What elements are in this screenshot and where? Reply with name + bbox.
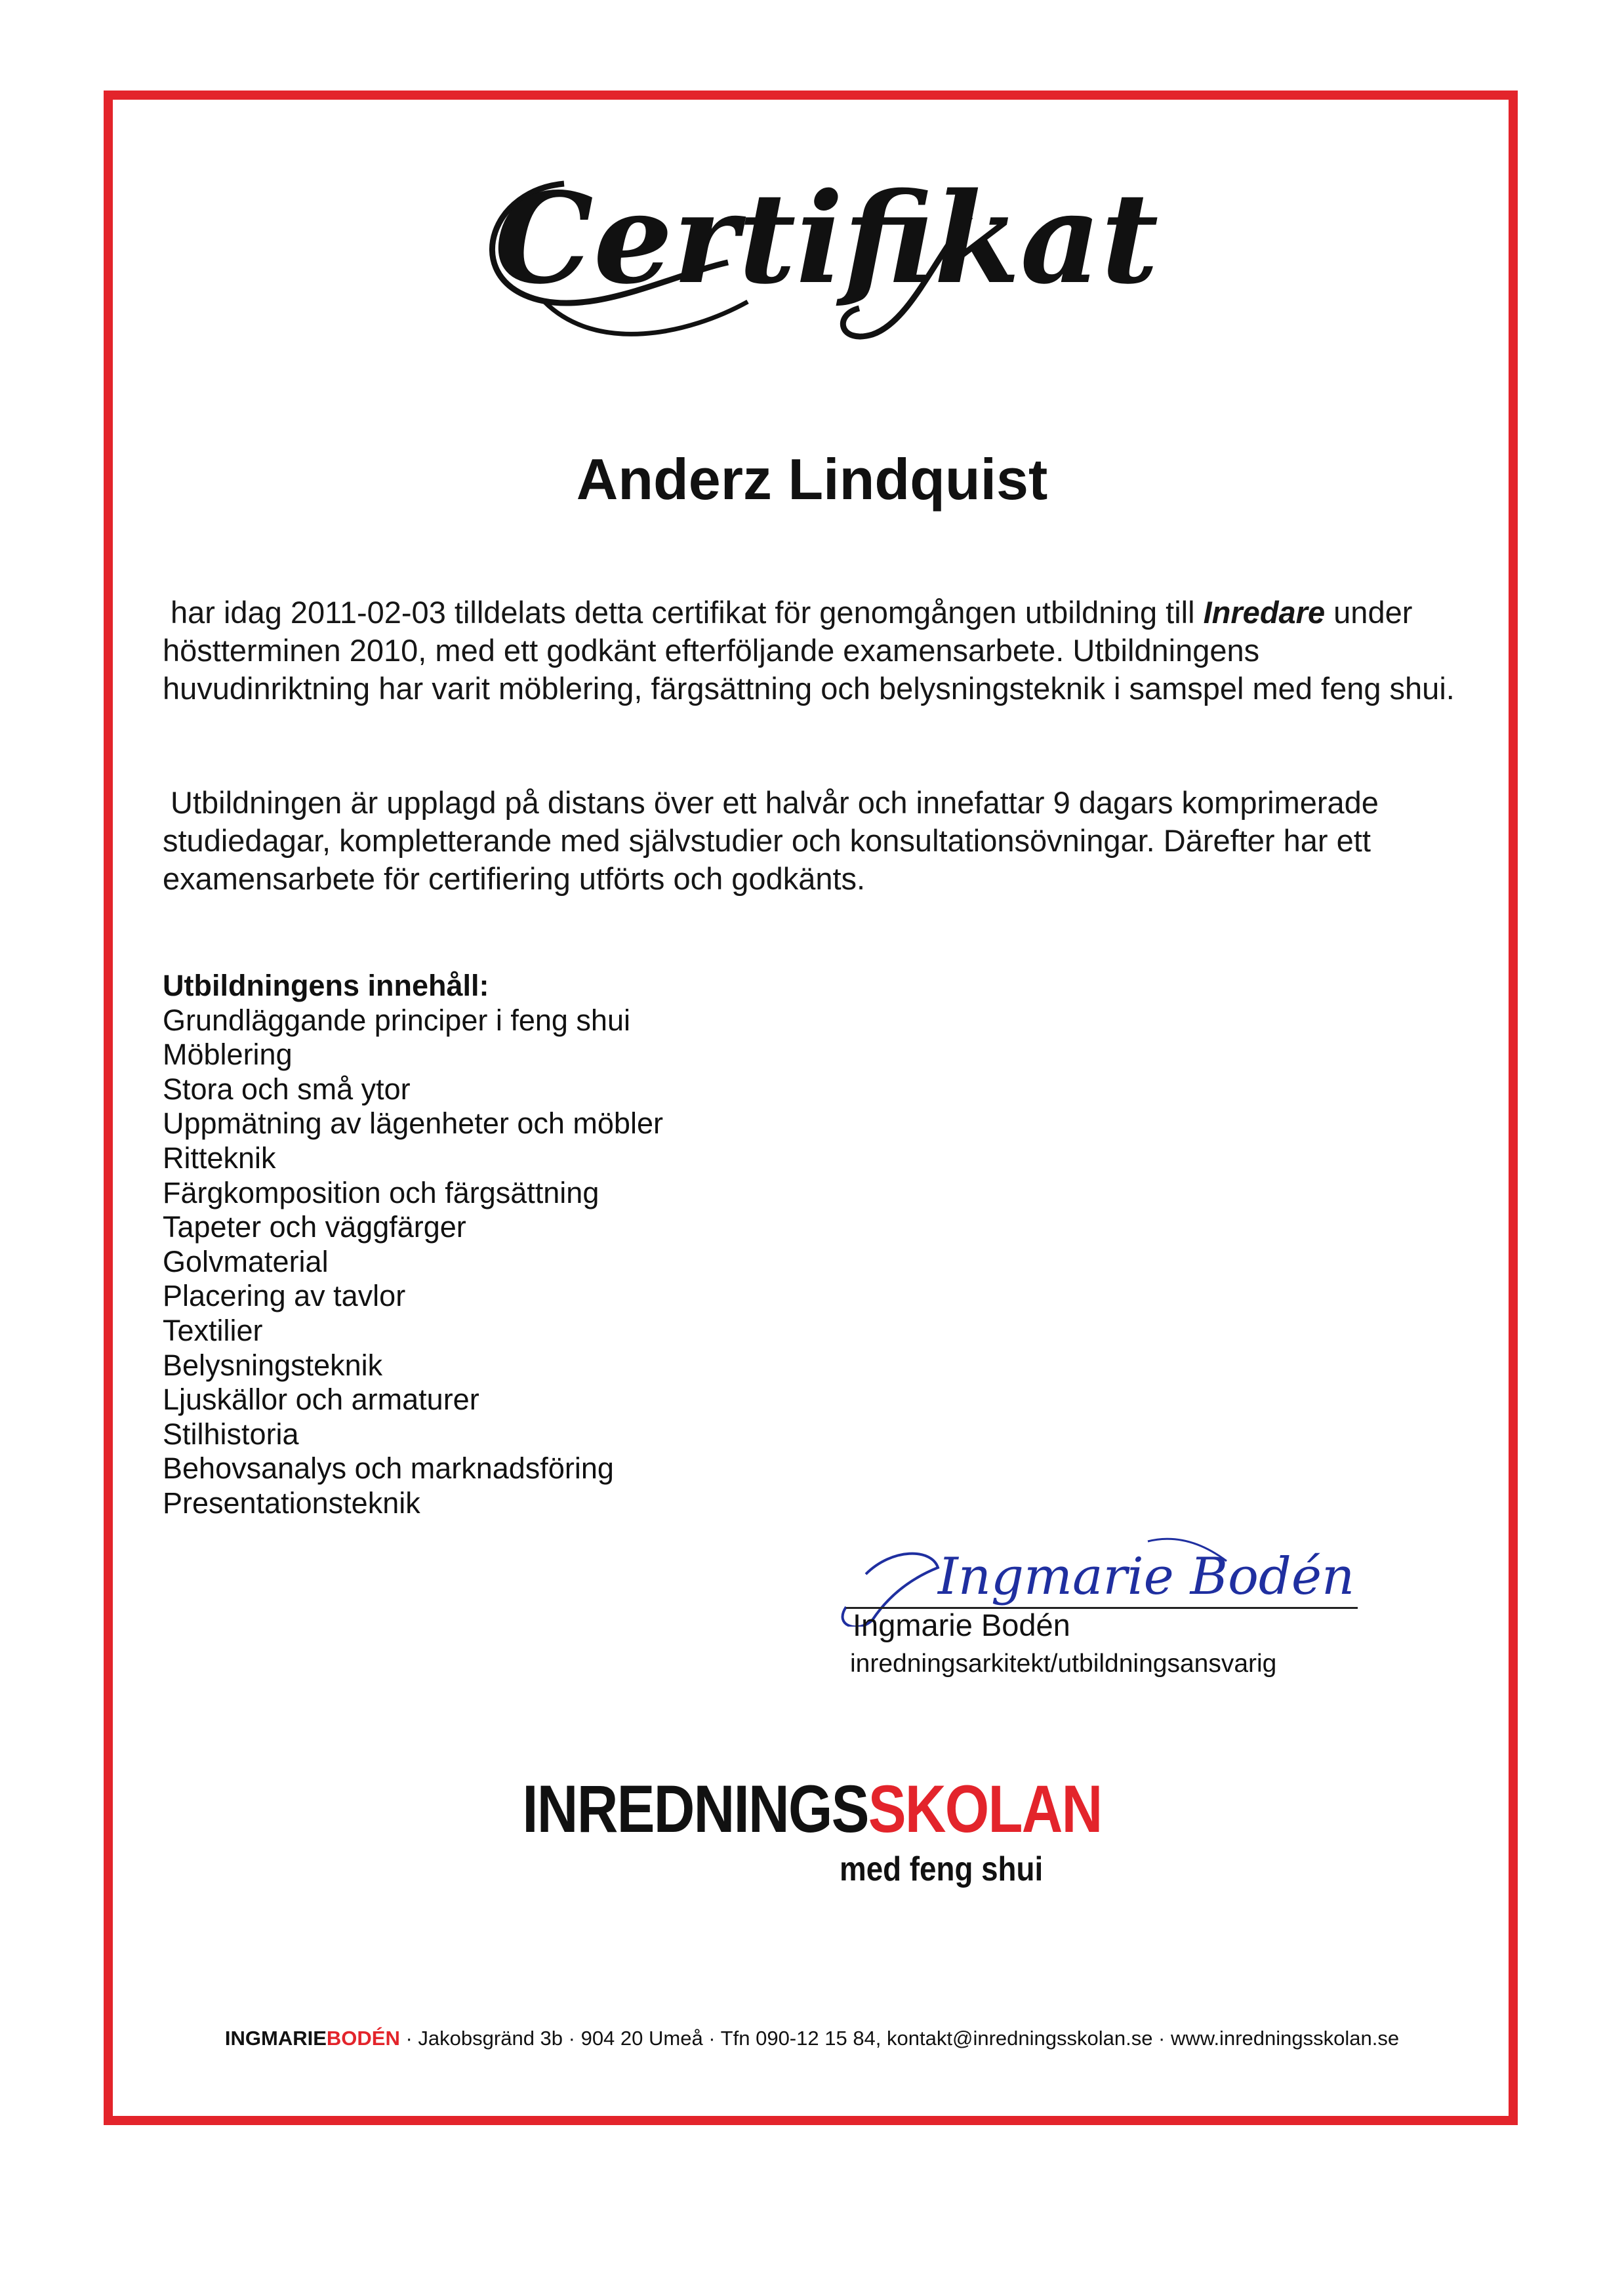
footer-name-2: BODÉN <box>326 2027 400 2050</box>
signature-text: Ingmarie Bodén <box>938 1547 1355 1606</box>
signature-block <box>807 1522 1371 1692</box>
signatory-name: Ingmarie Bodén <box>853 1608 1070 1642</box>
list-item: Behovsanalys och marknadsföring <box>163 1451 614 1486</box>
list-item: Uppmätning av lägenheter och möbler <box>163 1106 663 1141</box>
certificate-title <box>453 138 1200 374</box>
footer-details: · Jakobsgränd 3b · 904 20 Umeå · Tfn 090-12 15 84, kontakt@inredningsskolan.se · www.inredningsskolan.se <box>405 2027 1400 2050</box>
footer-contact <box>0 2027 1624 2050</box>
program-paragraph: Utbildningen är upplagd på distans över ett halvår och innefattar 9 dagars komprimerade studiedagar, kompletterande med självstudier och konsultationsövningar. Därefter har ett examensarbete för certifiering utförts och godkänts. <box>163 785 1379 896</box>
course-contents <box>163 969 663 1521</box>
award-text-before: har idag 2011-02-03 tilldelats detta certifikat för genomgången utbildning till <box>171 595 1195 630</box>
list-item: Textilier <box>163 1313 263 1347</box>
brand-part-1: INREDNINGS <box>522 1772 868 1846</box>
award-text-after: under höstterminen 2010, med ett godkänt efterföljande examensarbete. Utbildningens huvudinriktning har varit möblering, färgsättning och belysningsteknik i samspel med feng shui. <box>163 595 1455 706</box>
award-paragraph <box>163 594 1468 708</box>
list-item: Ritteknik <box>163 1141 276 1175</box>
list-item: Grundläggande principer i feng shui <box>163 1003 630 1037</box>
brand-tagline: med feng shui <box>840 1850 1044 1888</box>
contents-list <box>163 1004 663 1521</box>
list-item: Placering av tavlor <box>163 1279 406 1313</box>
list-item: Tapeter och väggfärger <box>163 1210 466 1244</box>
contents-heading: Utbildningens innehåll: <box>163 969 489 1002</box>
recipient-name: Anderz Lindquist <box>576 447 1048 512</box>
list-item: Färgkomposition och färgsättning <box>163 1175 599 1209</box>
brand-part-2: SKOLAN <box>868 1772 1102 1846</box>
title-text: Certifikat <box>494 165 1159 312</box>
list-item: Presentationsteknik <box>163 1486 420 1520</box>
list-item: Stora och små ytor <box>163 1072 411 1106</box>
list-item: Golvmaterial <box>163 1244 329 1278</box>
list-item: Belysningsteknik <box>163 1348 383 1382</box>
award-title: Inredare <box>1203 595 1326 630</box>
footer-name-1: INGMARIE <box>224 2027 327 2050</box>
list-item: Stilhistoria <box>163 1417 299 1451</box>
list-item: Ljuskällor och armaturer <box>163 1383 479 1417</box>
list-item: Möblering <box>163 1038 293 1072</box>
brand-logo <box>122 1771 1503 1848</box>
signatory-role: inredningsarkitekt/utbildningsansvarig <box>850 1650 1277 1678</box>
